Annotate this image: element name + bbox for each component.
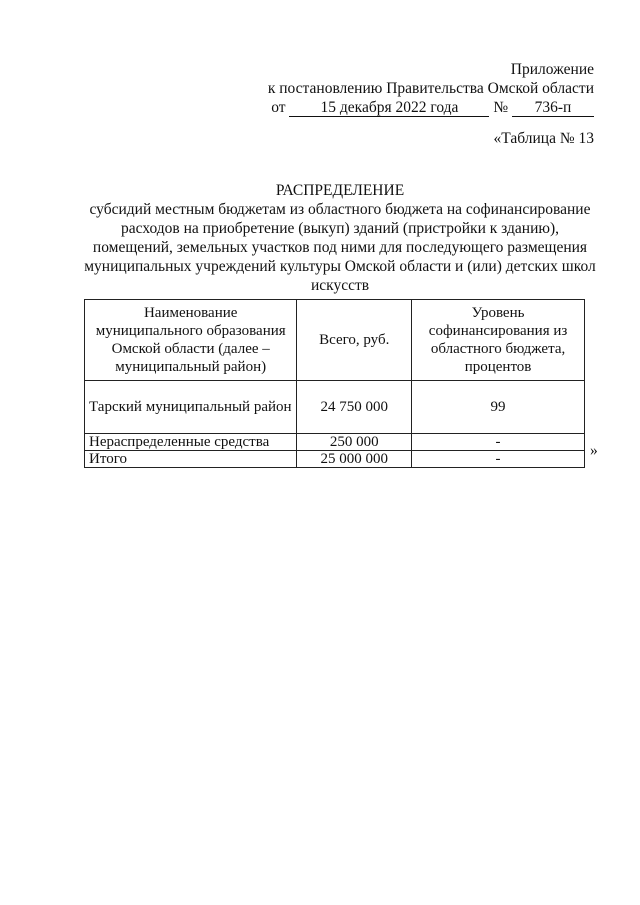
table-row: [85, 451, 585, 468]
title-subtitle: субсидий местным бюджетам из областного бюджета на софинансирование расходов на приобретение (выкуп) зданий (пристройки к зданию), помещений, земельных участков под ними для последующего размещения муниципальных учреждений культуры Омской области и (или) детских школ искусств: [84, 201, 596, 294]
table-row: [85, 434, 585, 451]
distribution-table: [84, 299, 585, 468]
cell-municipality: Тарский муниципальный район: [85, 381, 297, 434]
table-header-row: [85, 300, 585, 381]
title-heading: РАСПРЕДЕЛЕНИЕ: [275, 182, 405, 199]
cell-total: 24 750 000: [297, 381, 412, 434]
appendix-prefix: от: [271, 99, 286, 116]
document-title: [80, 181, 600, 295]
header-cofinancing-level: Уровень софинансирования из областного бюджета, процентов: [412, 300, 585, 381]
appendix-number-sign: №: [493, 99, 509, 116]
appendix-label: Приложение: [510, 61, 594, 78]
cell-municipality: Нераспределенные средства: [85, 434, 297, 451]
table-row: [85, 381, 585, 434]
cell-total: 25 000 000: [297, 451, 412, 468]
appendix-resolution: к постановлению Правительства Омской области: [267, 80, 594, 97]
cell-total: 250 000: [297, 434, 412, 451]
cell-level: 99: [412, 381, 585, 434]
cell-level: -: [412, 434, 585, 451]
appendix-date-line: [268, 98, 594, 117]
appendix-header: [268, 60, 594, 117]
header-municipality: Наименование муниципального образования Омской области (далее – муниципальный район): [85, 300, 297, 381]
cell-level: -: [412, 451, 585, 468]
appendix-number: 736-п: [512, 100, 594, 117]
table-reference: «Таблица № 13: [493, 130, 594, 147]
closing-quote: »: [590, 442, 598, 459]
header-total: Всего, руб.: [297, 300, 412, 381]
cell-municipality: Итого: [85, 451, 297, 468]
appendix-date: 15 декабря 2022 года: [289, 100, 489, 117]
